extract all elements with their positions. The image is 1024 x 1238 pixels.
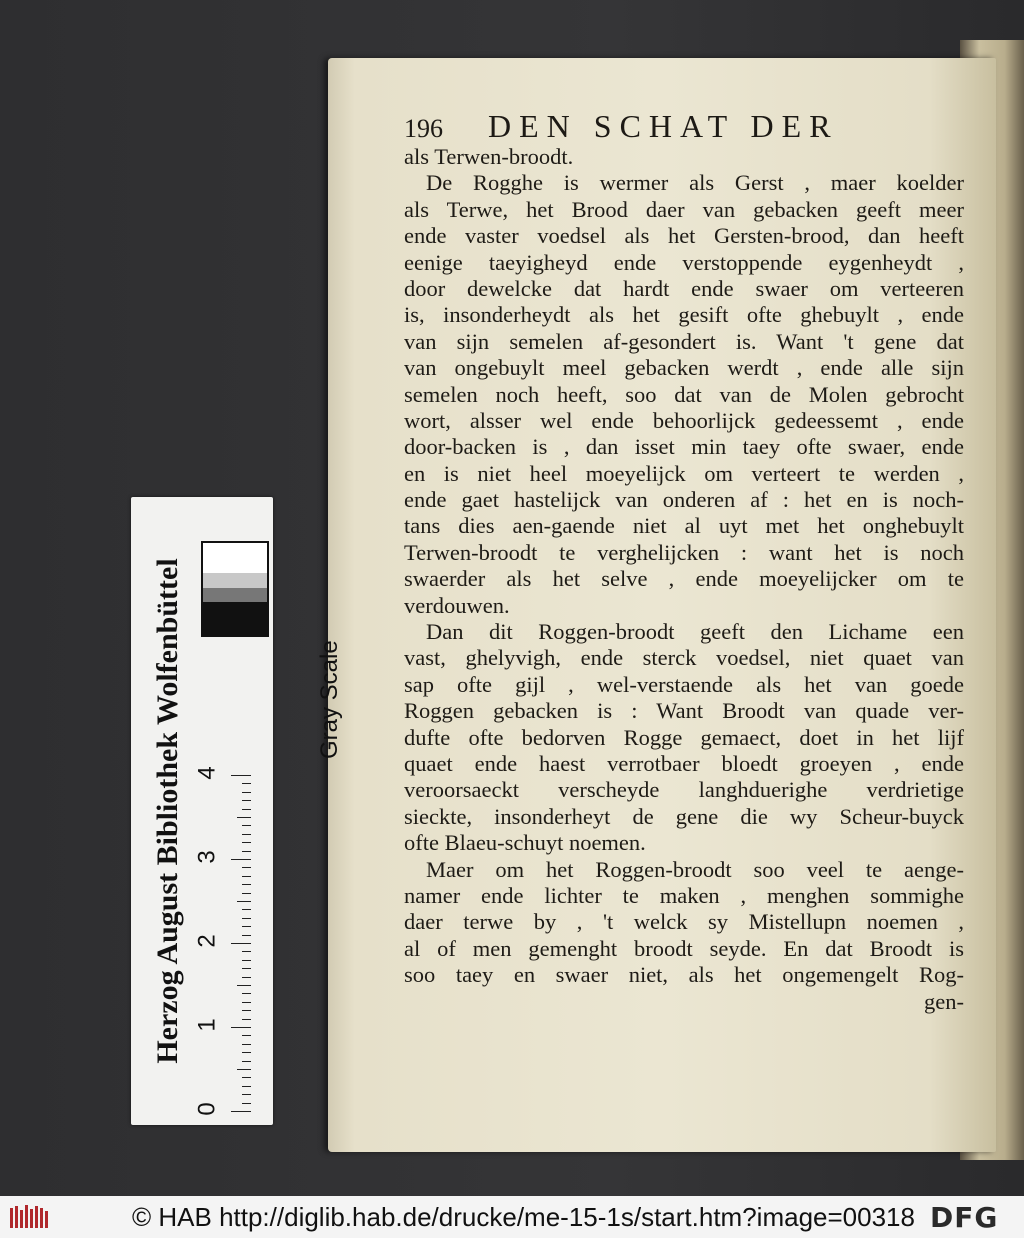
ruler-tick xyxy=(242,951,251,952)
text-line: dufte ofte bedorven Rogge gemaect, doet in het lijf xyxy=(404,724,964,750)
text-line: van ongebuylt meel gebacken werdt , ende alle sijn xyxy=(404,355,964,381)
ruler-tick xyxy=(231,1111,251,1112)
ruler-tick xyxy=(242,825,251,826)
text-line: gen- xyxy=(924,988,964,1014)
gray-swatch-light xyxy=(203,573,267,588)
gray-swatch-white xyxy=(203,543,267,573)
ruler-tick xyxy=(242,935,251,936)
ruler-tick xyxy=(242,960,251,961)
ruler-tick xyxy=(237,985,251,986)
ruler-tick xyxy=(242,876,251,877)
text-line: De Rogghe is wermer als Gerst , maer koelder xyxy=(426,170,964,196)
ruler-tick xyxy=(242,1019,251,1020)
ruler-tick xyxy=(242,783,251,784)
text-line: ende gaet hastelijck van onderen af : het en is noch- xyxy=(404,487,964,513)
ruler-tick xyxy=(242,909,251,910)
ruler-tick xyxy=(242,1094,251,1095)
text-line: van sijn semelen af-gesondert is. Want 't gene dat xyxy=(404,328,964,354)
ruler-tick xyxy=(242,918,251,919)
ruler-tick xyxy=(242,884,251,885)
ruler-tick xyxy=(237,1069,251,1070)
text-line: tans dies aen-gaende niet al uyt met het onghebuylt xyxy=(404,513,964,539)
text-line: door dewelcke dat hardt ende swaer om verteeren xyxy=(404,275,964,301)
ruler-tick xyxy=(237,817,251,818)
scale-ruler xyxy=(131,497,343,1125)
text-line: swaerder als het selve , ende moeyelijcker om te xyxy=(404,566,964,592)
ruler-tick xyxy=(242,1086,251,1087)
ruler-tick xyxy=(242,851,251,852)
text-line: ofte Blaeu-schuyt noemen. xyxy=(404,830,646,856)
text-line: soo taey en swaer niet, als het ongemengelt Rog- xyxy=(404,962,964,988)
running-head-title: DEN SCHAT DER xyxy=(488,108,839,144)
ruler-tick xyxy=(242,893,251,894)
ruler-tick xyxy=(242,1010,251,1011)
text-line: wort, alsser wel ende behoorlijck gedeessemt , ende xyxy=(404,407,964,433)
ruler-tick xyxy=(242,792,251,793)
ruler-tick xyxy=(242,842,251,843)
ruler-tick xyxy=(242,1103,251,1104)
ruler-tick xyxy=(237,901,251,902)
text-line: is, insonderheydt als het gesift ofte ghebuylt , ende xyxy=(404,302,964,328)
ruler-tick xyxy=(242,993,251,994)
ruler-tick xyxy=(242,800,251,801)
text-line: vast, ghelyvigh, ende sterck voedsel, niet quaet van xyxy=(404,645,964,671)
page-body xyxy=(404,144,964,1015)
ruler-tick xyxy=(231,775,251,776)
dfg-logo: DFG xyxy=(930,1201,999,1234)
ruler-tick xyxy=(242,1002,251,1003)
text-line: namer ende lichter te maken , menghen sommighe xyxy=(404,882,964,908)
ruler-tick xyxy=(242,1035,251,1036)
ruler-tick xyxy=(242,834,251,835)
ruler-number: 3 xyxy=(193,850,221,864)
text-line: verdouwen. xyxy=(404,592,510,618)
text-line: door-backen is , dan isset min taey ofte swaer, ende xyxy=(404,434,964,460)
page-text-block xyxy=(404,108,964,1015)
ruler-tick xyxy=(242,926,251,927)
text-line: semelen noch heeft, soo dat van de Molen gebrocht xyxy=(404,381,964,407)
ruler-tick xyxy=(242,968,251,969)
ruler-number: 1 xyxy=(193,1018,221,1032)
copyright-url: © HAB http://diglib.hab.de/drucke/me-15-1s/start.htm?image=00318 xyxy=(132,1202,915,1232)
text-line: quaet ende haest verrotbaer bloedt groeyen , ende xyxy=(404,750,964,776)
ruler-tick xyxy=(242,977,251,978)
text-line: eenige taeyigheyd ende verstoppende eygenheydt , xyxy=(404,249,964,275)
hab-logo-icon xyxy=(8,1202,50,1232)
text-line: daer terwe by , 't welck sy Mistellupn noemen , xyxy=(404,909,964,935)
running-head xyxy=(404,108,964,144)
ruler-tick xyxy=(242,1061,251,1062)
ruler-tick xyxy=(242,867,251,868)
ruler-number: 2 xyxy=(193,934,221,948)
text-line: en is niet heel moeyelijck om verteert te werden , xyxy=(404,460,964,486)
gray-swatch-mid xyxy=(203,588,267,602)
ruler-tick xyxy=(242,1052,251,1053)
book-page xyxy=(328,58,996,1152)
gray-scale-label: Gray Scale xyxy=(316,640,343,759)
text-line: als Terwe, het Brood daer van gebacken geeft meer xyxy=(404,196,964,222)
ruler-tick xyxy=(231,943,251,944)
text-line: sap ofte gijl , wel-verstaende als het van goede xyxy=(404,671,964,697)
ruler-tick xyxy=(242,809,251,810)
text-line: Dan dit Roggen-broodt geeft den Lichame een xyxy=(426,619,964,645)
page-number: 196 xyxy=(404,114,443,143)
ruler-number: 4 xyxy=(193,766,221,780)
ruler-tick xyxy=(231,859,251,860)
text-line: al of men gemenght broodt seyde. En dat Broodt is xyxy=(404,935,964,961)
text-line: veroorsaeckt verscheyde langhduerighe verdrietige xyxy=(404,777,964,803)
text-line: ende vaster voedsel als het Gersten-brood, dan heeft xyxy=(404,223,964,249)
text-line: sieckte, insonderheyt de gene die wy Scheur-buyck xyxy=(404,803,964,829)
ruler-tick xyxy=(242,1077,251,1078)
text-line: Maer om het Roggen-broodt soo veel te aenge- xyxy=(426,856,964,882)
ruler-tick xyxy=(231,1027,251,1028)
ruler-tick xyxy=(242,1044,251,1045)
text-line: als Terwen-broodt. xyxy=(404,144,574,169)
footer-bar xyxy=(0,1196,1024,1238)
library-name: Herzog August Bibliothek Wolfenbüttel xyxy=(151,558,184,1064)
gray-scale-swatch xyxy=(201,541,269,637)
ruler-number: 0 xyxy=(193,1102,221,1116)
text-line: Roggen gebacken is : Want Broodt van quade ver- xyxy=(404,698,964,724)
text-line: Terwen-broodt te verghelijcken : want het is noch xyxy=(404,539,964,565)
ruler-ticks xyxy=(193,747,251,1117)
gray-swatch-black xyxy=(203,602,267,635)
